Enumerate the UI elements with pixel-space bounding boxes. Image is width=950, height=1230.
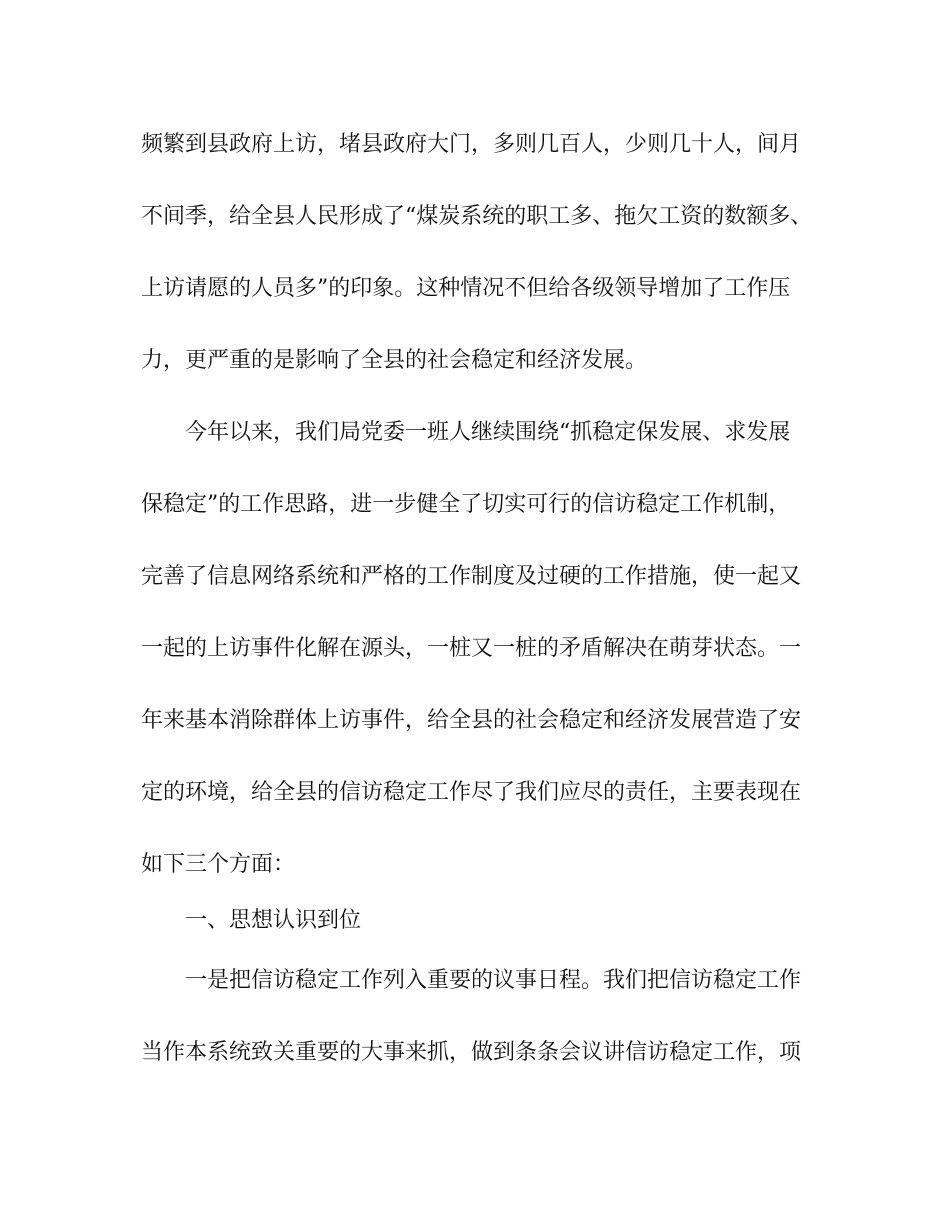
text-line-11: 如下三个方面： bbox=[141, 852, 296, 877]
text-line-3: 上访请愿的人员多”的印象。这种情况不但给各级领导增加了工作压 bbox=[141, 276, 791, 301]
text-line-14: 当作本系统致关重要的大事来抓，做到条条会议讲信访稳定工作，项 bbox=[141, 1040, 802, 1065]
text-line-6: 保稳定”的工作思路，进一步健全了切实可行的信访稳定工作机制， bbox=[141, 492, 791, 517]
section-heading: 一、思想认识到位 bbox=[185, 908, 362, 933]
text-line-5: 今年以来，我们局党委一班人继续围绕“抓稳定保发展、求发展 bbox=[185, 420, 791, 445]
text-line-8: 一起的上访事件化解在源头，一桩又一桩的矛盾解决在萌芽状态。一 bbox=[141, 636, 802, 661]
text-line-13: 一是把信访稳定工作列入重要的议事日程。我们把信访稳定工作 bbox=[185, 968, 802, 993]
text-line-9: 年来基本消除群体上访事件，给全县的社会稳定和经济发展营造了安 bbox=[141, 708, 802, 733]
text-line-10: 定的环境，给全县的信访稳定工作尽了我们应尽的责任，主要表现在 bbox=[141, 780, 802, 805]
text-line-4: 力，更严重的是影响了全县的社会稳定和经济发展。 bbox=[141, 348, 648, 373]
text-line-7: 完善了信息网络系统和严格的工作制度及过硬的工作措施，使一起又 bbox=[141, 564, 802, 589]
text-line-2: 不间季，给全县人民形成了“煤炭系统的职工多、拖欠工资的数额多、 bbox=[141, 204, 813, 229]
text-line-1: 频繁到县政府上访，堵县政府大门，多则几百人，少则几十人，间月 bbox=[141, 132, 802, 157]
